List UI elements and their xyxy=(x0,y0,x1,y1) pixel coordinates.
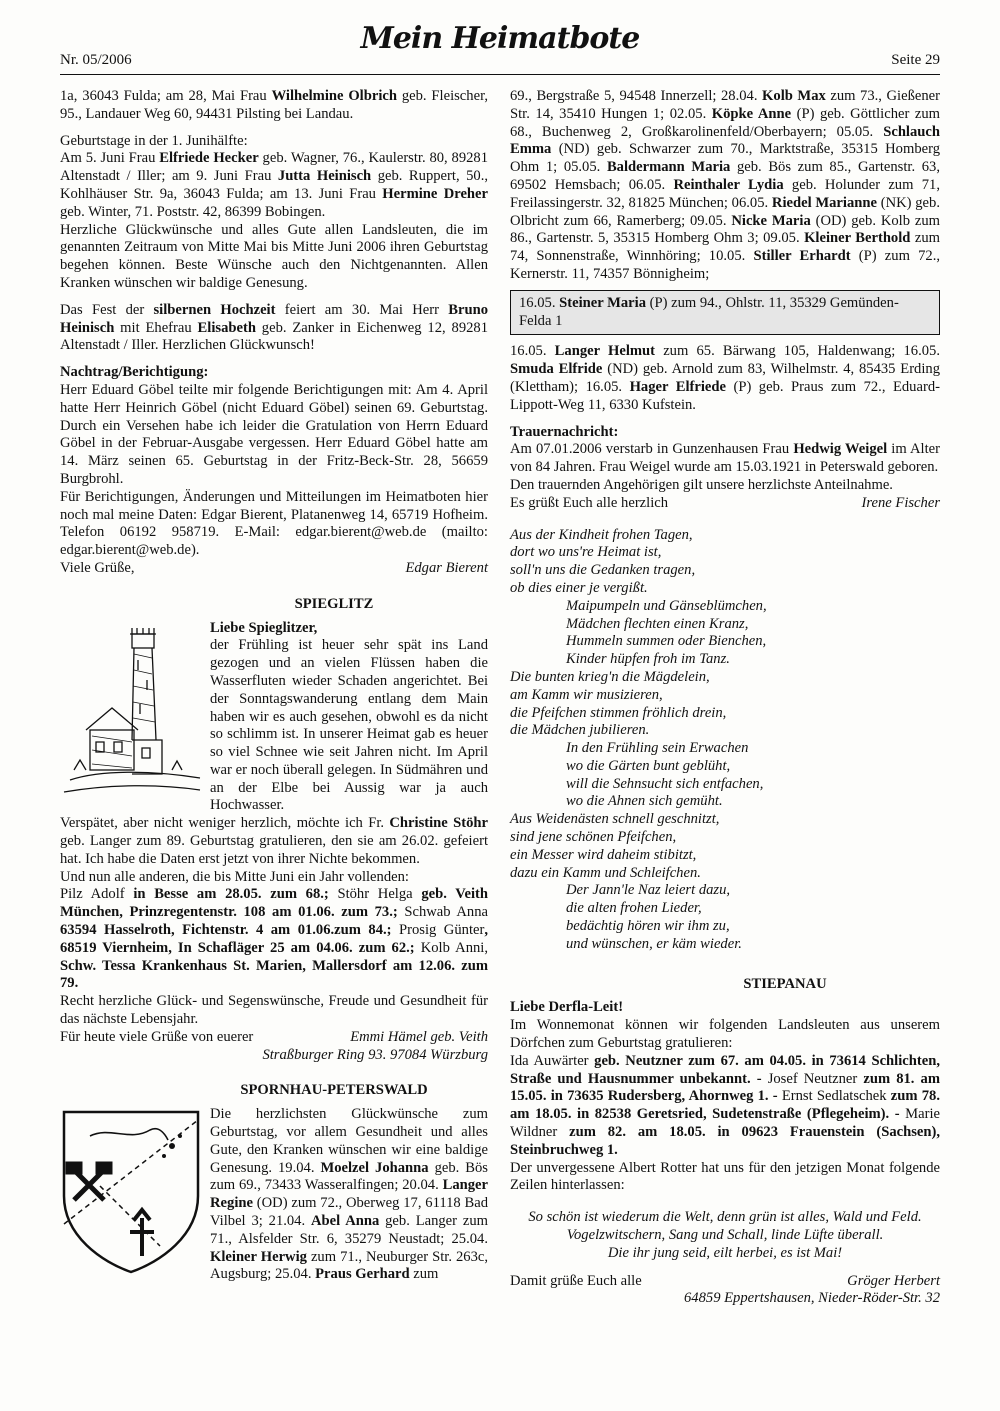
name-bold: Moelzel Johanna xyxy=(320,1159,429,1176)
stiepanau-salutation: Liebe Derfla-Leit! xyxy=(510,999,624,1016)
text-segment: geb. Bös zum 85., Gartenstr. 63, 69502 Hemsbach; 06.05. xyxy=(510,159,940,193)
text-segment: geb. Langer zum 89. Geburtstag gratulieren, den sie am 26.02. gefeiert hat. Ich habe die Daten erst jetzt von ihrer Nichte bekommen. xyxy=(60,833,488,867)
poem-line: In den Frühling sein Erwachen xyxy=(566,740,749,757)
text-segment: 16.05. xyxy=(510,343,555,360)
name-bold: Stiller Erhardt xyxy=(753,248,851,265)
signer-address: Straßburger Ring 93. 97084 Würzburg xyxy=(262,1046,488,1063)
poem-line: und wünschen, er käm wieder. xyxy=(566,935,742,952)
name-bold: Köpke Anne xyxy=(711,105,792,122)
text-segment: Am 5. Juni Frau xyxy=(60,150,160,167)
text-segment: geb. Bös zum 69., 73433 Wasseralfingen; 20.04. xyxy=(210,1159,488,1194)
obituary-text xyxy=(510,441,940,477)
poem-line: ein Messer wird daheim stibitzt, xyxy=(510,846,697,863)
quote-line: So schön ist wiederum die Welt, denn grün ist alles, Wald und Feld. xyxy=(528,1209,922,1226)
right-column xyxy=(510,88,940,1308)
text-segment: 1a, 36043 Fulda; am 28, Mai Frau xyxy=(60,88,272,104)
name-bold: Schw. Tessa Krankenhaus St. Marien, Mallersdorf am 12.06. zum 79. xyxy=(60,957,488,992)
name-bold: Christine Stöhr xyxy=(389,815,488,832)
masthead-title: Mein Heimatbote xyxy=(360,21,640,56)
text-segment: im Alter von 84 Jahren. Frau Weigel wurde am 15.03.1921 in Peterswald geboren. xyxy=(510,441,940,476)
text-segment: (OD) zum 72., Oberweg 17, 61118 Bad Vilbel 3; 21.04. xyxy=(210,1195,488,1230)
name-bold: Kleiner Berthold xyxy=(804,230,911,247)
signature-haemel xyxy=(60,1029,488,1047)
june-birthdays-intro: Geburtstage in der 1. Junihälfte: xyxy=(60,132,248,149)
left-column xyxy=(60,88,488,1284)
spieglitz-list-intro: Und nun alle anderen, die bis Mitte Juni ein Jahr vollenden: xyxy=(60,868,409,885)
name-bold: Kleiner Herwig xyxy=(210,1248,307,1265)
name-bold: zum 82. am 18.05. in 09623 Frauenstein (Sachsen), Steinbruchweg 1. xyxy=(510,1124,940,1158)
signer-address: 64859 Eppertshausen, Nieder-Röder-Str. 32 xyxy=(684,1290,940,1307)
text-segment: geb. Wagner, 76., Kaulerstr. 80, 89281 Altenstadt / Iller; am 9. Juni Frau xyxy=(60,150,489,185)
text-segment: Schwab Anna xyxy=(404,904,488,921)
section-title-stiepanau: STIEPANAU xyxy=(743,975,827,992)
signature-bierent xyxy=(60,560,488,578)
name-bold: Smuda Elfride xyxy=(510,361,603,378)
name-bold: , 68519 Viernheim, In Schafläger 25 am 04.06. zum 62.; xyxy=(60,922,488,956)
poem-line: wo die Ahnen sich gemüht. xyxy=(566,793,723,810)
text-segment: Kolb Anni, xyxy=(420,939,488,956)
section-title-spornhau: SPORNHAU-PETERSWALD xyxy=(240,1082,428,1099)
name-bold: zum 78. am 18.05. in 82538 Geretsried, Sudetenstraße (Pflegeheim). - xyxy=(510,1088,940,1123)
text-segment: Marie Wildner xyxy=(510,1106,940,1141)
poem-line: dort wo uns're Heimat ist, xyxy=(510,544,662,561)
text-segment: Verspätet, aber nicht weniger herzlich, möchte ich Fr. xyxy=(60,815,390,832)
poem-line: Der Jann'le Naz leiert dazu, xyxy=(566,882,731,899)
text-segment: Am 07.01.2006 verstarb in Gunzenhausen Frau xyxy=(510,441,794,458)
poem-line: Mädchen flechten einen Kranz, xyxy=(566,615,749,632)
poem-line: soll'n uns die Gedanken tragen, xyxy=(510,562,696,579)
name-bold: Wilhelmine Olbrich xyxy=(271,88,397,104)
poem-line: die alten frohen Lieder, xyxy=(566,900,702,917)
poem-line: Maipumpeln und Gänseblümchen, xyxy=(566,597,767,614)
text-segment: Pilz Adolf xyxy=(60,886,125,903)
spornhau-birthdays-end xyxy=(510,343,940,414)
spieglitz-wishes: Recht herzliche Glück- und Segenswünsche, Freude und Gesundheit für das nächste Lebensjahr. xyxy=(60,993,488,1028)
name-bold: Jutta Heinisch xyxy=(277,168,372,185)
name-bold: Reinthaler Lydia xyxy=(673,176,784,193)
name-bold: geb. Veith München, Prinzregentenstr. 108 am 01.06. zum 73.; xyxy=(60,886,488,921)
name-bold: Schlauch Emma xyxy=(510,123,940,158)
spieglitz-belated xyxy=(60,815,488,868)
page-number: Seite 29 xyxy=(891,52,940,68)
name-bold: Nicke Maria xyxy=(731,212,811,229)
text-segment: (P) zum 94., Ohlstr. 11, 35329 Gemünden-Felda 1 xyxy=(519,294,899,329)
text-segment: (P) geb. Göttlicher zum 68., Buchenweg 2, Großkarolinenfeld/Oberbayern; 05.05. xyxy=(510,105,940,140)
text-segment: (ND) geb. Arnold zum 83, Wilhelmstr. 4, 85435 Erding (Klettham); 16.05. xyxy=(510,361,941,395)
spornhau-birthdays-continued xyxy=(510,88,940,284)
text-segment: 69., Bergstraße 5, 94548 Innerzell; 28.04. xyxy=(510,88,763,104)
text-segment: zum 74, Sonnenstraße, Winnhöring; 10.05. xyxy=(510,230,940,265)
text-segment: geb. Winter, 71. Poststr. 42, 86399 Bobingen. xyxy=(60,203,326,220)
text-segment: geb. Zanker in Eichenweg 12, 89281 Altenstadt / Iller. Herzlichen Glückwunsch! xyxy=(60,319,489,354)
text-segment: zum xyxy=(409,1266,439,1283)
quote-line: Die ihr jung seid, eilt herbei, es ist Mai! xyxy=(607,1244,843,1261)
text-segment: (P) zum 72., Kernerstr. 11, 74357 Bönnigheim; xyxy=(510,248,941,282)
issue-number: Nr. 05/2006 xyxy=(60,52,132,68)
text-segment: feiert am 30. Mai Herr xyxy=(275,301,449,318)
signature-fischer xyxy=(510,495,940,513)
name-bold: Bruno Heinisch xyxy=(60,301,488,336)
castle-tower-illustration xyxy=(60,620,202,804)
name-bold: Riedel Marianne xyxy=(771,194,877,211)
text-segment: Die herzlichsten Glückwünsche zum Geburtstag, vor allem Gesundheit und alles Gute, den Kranken wünschen wir eine baldige Genesung. 19.04. xyxy=(210,1106,488,1176)
greeting: Es grüßt Euch alle herzlich xyxy=(510,494,669,511)
quote-line: Vogelzwitschern, Sang und Schall, linde Lüfte überall. xyxy=(566,1227,884,1244)
poem-line: Aus Weidenästen schnell geschnitzt, xyxy=(510,811,720,828)
stiepanau-birthday-list xyxy=(510,1053,940,1160)
paragraph-olbrich xyxy=(60,88,488,124)
name-bold: geb. Neutzner zum 67. am 04.05. in 73614 Schlichten, Straße und Hausnummer unbekannt. - xyxy=(510,1052,940,1087)
highlight-box-steiner xyxy=(510,290,940,336)
text-segment: geb. Fleischer, 95., Landauer Weg 60, 94431 Pilsting bei Landau. xyxy=(60,88,488,122)
text-segment: Ernst Sedlatschek xyxy=(781,1088,887,1105)
name-bold: silbernen Hochzeit xyxy=(153,301,276,318)
text-segment: Ida Auwärter xyxy=(510,1052,589,1069)
text-segment: mit Ehefrau xyxy=(114,319,198,336)
text-segment: Das Fest der xyxy=(60,301,154,318)
poem-line: ob dies einer je vergißt. xyxy=(510,579,648,596)
signer-name: Gröger Herbert xyxy=(847,1272,940,1289)
spieglitz-salutation: Liebe Spieglitzer, xyxy=(210,619,318,636)
name-bold: in Besse am 28.05. zum 68.; xyxy=(124,886,338,903)
section-title-spieglitz: SPIEGLITZ xyxy=(294,595,374,612)
condolences: Den trauernden Angehörigen gilt unsere herzlichste Anteilnahme. xyxy=(510,476,893,493)
signer-name: Irene Fischer xyxy=(861,494,940,511)
nachtrag-text: Herr Eduard Göbel teilte mir folgende Berichtigungen mit: Am 4. April hatte Herr Heinrich Göbel (nicht Eduard Göbel) seinen 69. Geburtstag. Durch ein Versehen habe ich leider die Gratulation von Herrn Eduard Göbel in der Februar-Ausgabe vergessen. Herr Eduard Göbel hatte am 14. März seinen 65. Geburtstag in der Fritz-Beck-Str. 28, 56659 Burgbrohl. xyxy=(60,381,488,487)
greeting: Für heute viele Grüße von euerer xyxy=(60,1028,254,1045)
name-bold: Langer Helmut xyxy=(554,343,656,360)
name-bold: Hermine Dreher xyxy=(382,185,489,202)
name-bold: Baldermann Maria xyxy=(606,159,731,176)
text-segment: zum 71., Neuburger Str. 263c, Augsburg; 25.04. xyxy=(210,1248,488,1283)
name-bold: Abel Anna xyxy=(310,1213,380,1230)
text-segment: Prosig Günter xyxy=(399,922,485,939)
name-bold: Langer Regine xyxy=(210,1177,488,1212)
name-bold: Elfriede Hecker xyxy=(159,150,259,167)
poem-line: die Pfeifchen stimmen fröhlich drein, xyxy=(510,704,727,721)
poem-line: sind jene schönen Pfeifchen, xyxy=(510,829,677,846)
obituary-heading: Trauernachricht: xyxy=(510,423,619,440)
poem-line: bedächtig hören wir ihm zu, xyxy=(566,918,730,935)
silver-wedding xyxy=(60,302,488,355)
text-segment: Stöhr Helga xyxy=(337,886,413,903)
text-segment: 16.05. xyxy=(519,294,560,311)
text-segment: zum 73., Gießener Str. 14, 35410 Hungen 1; 02.05. xyxy=(510,88,940,122)
text-segment: geb. Ruppert, 50., Kohlhäuser Str. 9a, 36043 Fulda; am 13. Juni Frau xyxy=(60,168,489,202)
poem-line: wo die Gärten bunt geblüht, xyxy=(566,757,731,774)
poem-line: am Kamm wir musizieren, xyxy=(510,686,663,703)
text-segment: (OD) geb. Kolb zum 86., Gartenstr. 5, 35315 Homberg Ohm 3; 09.05. xyxy=(510,212,940,247)
stiepanau-intro: Im Wonnemonat können wir folgenden Landsleuten aus unserem Dörfchen zum Geburtstag gratulieren: xyxy=(510,1017,940,1052)
poem-line: Die bunten krieg'n die Mägdelein, xyxy=(510,668,710,685)
poem-line: dazu ein Kamm und Schleifchen. xyxy=(510,864,701,881)
name-bold: Steiner Maria xyxy=(559,294,647,311)
name-bold: Elisabeth xyxy=(197,319,256,336)
greeting: Viele Grüße, xyxy=(60,559,135,576)
name-bold: Kolb Max xyxy=(762,88,826,104)
signer-name: Edgar Bierent xyxy=(405,559,488,576)
spieglitz-birthday-list xyxy=(60,886,488,993)
poem-line: Kinder hüpfen froh im Tanz. xyxy=(566,651,730,668)
text-segment: Josef Neutzner xyxy=(767,1070,858,1087)
name-bold: Praus Gerhard xyxy=(315,1266,410,1283)
text-segment: (NK) geb. Olbricht zum 66, Ramerberg; 09.05. xyxy=(510,194,940,229)
spieglitz-letter: der Frühling ist heuer sehr spät ins Land gezogen und an vielen Flüssen haben die Wasserfluten wieder Schaden angerichtet. Bei der Sonntagswanderung entlang dem Main haben wir es auch gesehen, obwohl es da nicht so schlimm ist. In unserer Heimat gab es heuer so viel Schnee wie seit Jahren nicht. Im April war er noch überall gelegen. In Südmähren und an der Elbe bei Aussig war ja auch Hochwasser. xyxy=(210,637,488,814)
stiepanau-rotter-intro: Der unvergessene Albert Rotter hat uns für den jetzigen Monat folgende Zeilen hinterlassen: xyxy=(510,1159,940,1194)
contact-details: Für Berichtigungen, Änderungen und Mitteilungen im Heimatboten hier noch mal meine Daten: Edgar Bierent, Platanenweg 14, 65719 Hofheim. Telefon 06192 958719. E-Mail: edgar.bierent@web.de (mailto: edgar.bierent@web.de). xyxy=(60,488,488,559)
name-bold: Hager Elfriede xyxy=(629,378,726,395)
name-bold: zum 81. am 15.05. in 73635 Rudersberg, Ahornweg 1. - xyxy=(510,1070,940,1105)
text-segment: zum 65. Bärwang 105, Haldenwang; 16.05. xyxy=(655,343,940,360)
text-segment: geb. Holunder zum 71, Freilassingerstr. 32, 81825 München; 06.05. xyxy=(510,176,940,211)
signer-name: Emmi Hämel geb. Veith xyxy=(350,1028,488,1045)
june-birthdays xyxy=(60,150,488,221)
text-segment: geb. Langer zum 71., Alsfelder Str. 6, 35279 Neustadt; 25.04. xyxy=(210,1213,488,1247)
name-bold: Hedwig Weigel xyxy=(793,441,888,458)
birthday-wishes: Herzliche Glückwünsche und alles Gute allen Landsleuten, die im genannten Zeitraum von Mitte Mai bis Mitte Juni 2006 ihren Geburtstag begehen können. Beste Wünsche auch den Nichtgenannten. Allen Kranken wünschen wir baldige Genesung. xyxy=(60,221,488,291)
greeting: Damit grüße Euch alle xyxy=(510,1272,642,1289)
poem xyxy=(510,527,940,954)
poem-line: Hummeln summen oder Bienchen, xyxy=(566,633,767,650)
header-rule xyxy=(60,74,940,75)
nachtrag-heading: Nachtrag/Berichtigung: xyxy=(60,364,209,381)
poem-line: will die Sehnsucht sich entfachen, xyxy=(566,775,764,792)
text-segment: (P) geb. Praus zum 72., Eduard-Lippott-Weg 11, 6330 Kufstein. xyxy=(510,378,940,413)
coat-of-arms-icon xyxy=(60,1106,202,1276)
poem-line: Aus der Kindheit frohen Tagen, xyxy=(510,526,693,543)
signature-groeger xyxy=(510,1273,940,1291)
text-segment: (ND) geb. Schwarzer zum 70., Marktstraße, 35315 Homberg Ohm 1; 05.05. xyxy=(510,141,940,176)
name-bold: 63594 Hasselroth, Fichtenstr. 4 am 01.06.zum 84.; xyxy=(60,922,400,939)
rotter-quote xyxy=(510,1209,940,1262)
poem-line: die Mädchen jubilieren. xyxy=(510,722,650,739)
